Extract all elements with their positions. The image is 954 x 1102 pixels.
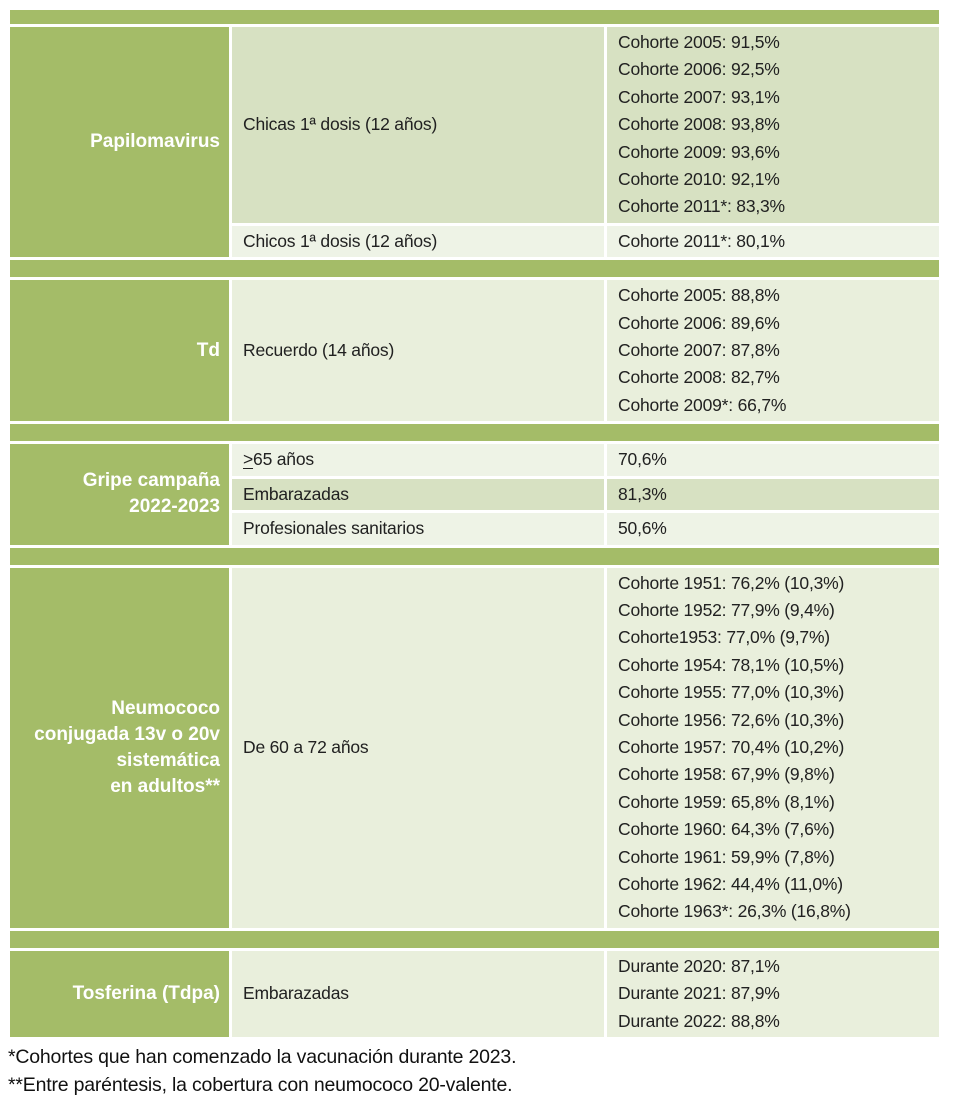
- row-values: [607, 444, 939, 475]
- text-line: Cohorte 1957: 70,4% (10,2%): [618, 736, 845, 757]
- separator-fill: [10, 548, 939, 565]
- text-line: Durante 2020: 87,1%: [618, 955, 780, 976]
- row-values: [607, 568, 939, 928]
- text-line: Cohorte 1960: 64,3% (7,6%): [618, 819, 835, 840]
- row-values: [607, 280, 939, 421]
- text-line: Td: [196, 339, 220, 361]
- text-line: Cohorte 1961: 59,9% (7,8%): [618, 846, 835, 867]
- text-line: 50,6%: [618, 518, 667, 539]
- coverage-table: [7, 7, 942, 1040]
- text-line: Cohorte 2006: 89,6%: [618, 312, 780, 333]
- row-label: Profesionales sanitarios: [232, 513, 604, 544]
- row-values: [607, 951, 939, 1037]
- text-line: Cohorte 2007: 93,1%: [618, 86, 780, 107]
- text-line: Cohorte 1962: 44,4% (11,0%): [618, 873, 843, 894]
- text-line: sistemática: [116, 749, 220, 771]
- text-line: Cohorte 2009: 93,6%: [618, 141, 780, 162]
- text-line: Neumococo: [111, 697, 220, 719]
- row-label: De 60 a 72 años: [232, 568, 604, 928]
- text-line: Cohorte 1956: 72,6% (10,3%): [618, 709, 845, 730]
- table-row: [10, 951, 939, 1037]
- text-line: 81,3%: [618, 483, 667, 504]
- row-values: [607, 513, 939, 544]
- text-line: en adultos**: [110, 775, 220, 797]
- section-header-gripe: [10, 444, 229, 544]
- section-separator: [10, 548, 939, 565]
- text-line: Cohorte 1959: 65,8% (8,1%): [618, 791, 835, 812]
- text-line: Cohorte1953: 77,0% (9,7%): [618, 627, 830, 648]
- text-line: Durante 2021: 87,9%: [618, 983, 780, 1004]
- text-line: Cohorte 2011*: 80,1%: [618, 230, 785, 251]
- table-row: [10, 280, 939, 421]
- text-line: Cohorte 2011*: 83,3%: [618, 196, 785, 217]
- text-line: 2022-2023: [129, 496, 220, 518]
- text-line: Cohorte 1958: 67,9% (9,8%): [618, 764, 835, 785]
- row-values: [607, 27, 939, 223]
- separator-fill: [10, 931, 939, 948]
- text-line: Cohorte 2008: 93,8%: [618, 114, 780, 135]
- footnote: **Entre paréntesis, la cobertura con neumococo 20-valente.: [8, 1073, 513, 1096]
- row-values: [607, 479, 939, 510]
- footnotes: [8, 1044, 954, 1099]
- text-line: Cohorte 2007: 87,8%: [618, 340, 780, 361]
- section-header-papilomavirus: [10, 27, 229, 257]
- text-line: Cohorte 1954: 78,1% (10,5%): [618, 654, 845, 675]
- text-line: Cohorte 2010: 92,1%: [618, 169, 780, 190]
- top-bar-fill: [10, 10, 939, 24]
- text-line: Cohorte 1955: 77,0% (10,3%): [618, 682, 845, 703]
- section-header-td: [10, 280, 229, 421]
- text-line: Tosferina (Tdpa): [72, 982, 220, 1004]
- text-line: Cohorte 2008: 82,7%: [618, 367, 780, 388]
- table-row: [10, 27, 939, 223]
- text-line: Cohorte 1951: 76,2% (10,3%): [618, 572, 845, 593]
- row-label: Chicos 1ª dosis (12 años): [232, 226, 604, 257]
- separator-fill: [10, 424, 939, 441]
- text-line: Cohorte 2009*: 66,7%: [618, 394, 787, 415]
- text-line: Cohorte 2006: 92,5%: [618, 59, 780, 80]
- table-row: [10, 568, 939, 928]
- row-label: Chicas 1ª dosis (12 años): [232, 27, 604, 223]
- text-line: Papilomavirus: [90, 131, 220, 153]
- text-line: Durante 2022: 88,8%: [618, 1010, 780, 1031]
- section-header-neumococo: [10, 568, 229, 928]
- section-separator: [10, 424, 939, 441]
- row-label: Recuerdo (14 años): [232, 280, 604, 421]
- section-separator: [10, 931, 939, 948]
- row-label: Embarazadas: [232, 951, 604, 1037]
- section-header-tosferina: [10, 951, 229, 1037]
- text-line: conjugada 13v o 20v: [34, 723, 220, 745]
- text-line: Cohorte 1963*: 26,3% (16,8%): [618, 901, 851, 922]
- separator-fill: [10, 260, 939, 277]
- table-top-bar: [10, 10, 939, 24]
- text-line: Cohorte 2005: 88,8%: [618, 285, 780, 306]
- text-line: Cohorte 1952: 77,9% (9,4%): [618, 599, 835, 620]
- text-line: Cohorte 2005: 91,5%: [618, 32, 780, 52]
- row-label-text: 65 años: [253, 449, 314, 470]
- section-separator: [10, 260, 939, 277]
- greater-equal-sign: >: [243, 449, 254, 470]
- text-line: 70,6%: [618, 449, 667, 470]
- table-row: [10, 444, 939, 475]
- row-values: [607, 226, 939, 257]
- text-line: Gripe campaña: [82, 470, 220, 492]
- footnote: *Cohortes que han comenzado la vacunación durante 2023.: [8, 1046, 517, 1068]
- row-label: Embarazadas: [232, 479, 604, 510]
- row-label: [232, 444, 604, 475]
